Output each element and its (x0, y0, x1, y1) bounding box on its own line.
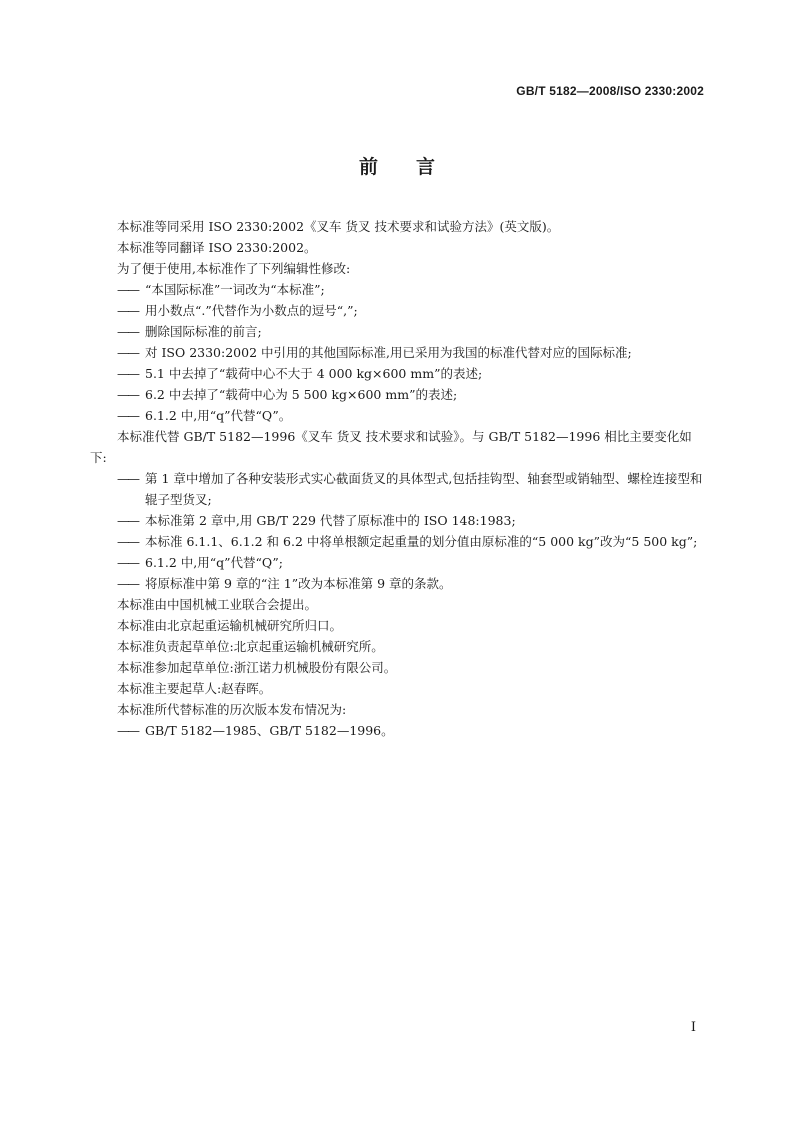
page-number: I (690, 1020, 696, 1035)
editorial-change-item (90, 279, 706, 300)
editorial-change-text: 用小数点“.”代替作为小数点的逗号“,”; (145, 303, 358, 318)
paragraph-edition-history: 本标准所代替标准的历次版本发布情况为: (117, 702, 347, 717)
main-change-text: 第 1 章中增加了各种安装形式实心截面货叉的具体型式,包括挂钩型、轴套型或销轴型、螺栓连接型和辊子型货叉; (145, 471, 703, 507)
page-title: 前言 (358, 156, 473, 178)
dash-mark: —— (117, 282, 138, 297)
paragraph-adoption: 本标准等同采用 ISO 2330:2002《叉车 货叉 技术要求和试验方法》(英文版)。 (117, 219, 560, 234)
dash-mark: —— (117, 303, 138, 318)
paragraph-editorial-intro: 为了便于使用,本标准作了下列编辑性修改: (117, 261, 351, 276)
editorial-change-text: 6.1.2 中,用“q”代替“Q”。 (145, 408, 292, 423)
paragraph-replacement: 本标准代替 GB/T 5182—1996《叉车 货叉 技术要求和试验》。与 GB/T 5182—1996 相比主要变化如下: (90, 429, 692, 465)
dash-mark: —— (117, 723, 138, 738)
previous-edition-text: GB/T 5182—1985、GB/T 5182—1996。 (145, 723, 394, 738)
dash-mark: —— (117, 387, 138, 402)
dash-mark: —— (117, 513, 138, 528)
paragraph-participating-unit: 本标准参加起草单位:浙江诺力机械股份有限公司。 (117, 660, 397, 675)
main-change-text: 本标准 6.1.1、6.1.2 和 6.2 中将单根额定起重量的划分值由原标准的“5 000 kg”改为“5 500 kg”; (145, 534, 698, 549)
editorial-change-item (90, 363, 706, 384)
editorial-change-text: 对 ISO 2330:2002 中引用的其他国际标准,用已采用为我国的标准代替对应的国际标准; (145, 345, 632, 360)
editorial-change-text: “本国际标准”一词改为“本标准”; (145, 282, 325, 297)
document-body (90, 216, 706, 741)
paragraph-centralized: 本标准由北京起重运输机械研究所归口。 (117, 618, 343, 633)
main-change-text: 将原标准中第 9 章的“注 1”改为本标准第 9 章的条款。 (145, 576, 452, 591)
paragraph-drafter: 本标准主要起草人:赵春晖。 (117, 681, 272, 696)
paragraph-translation: 本标准等同翻译 ISO 2330:2002。 (117, 240, 317, 255)
editorial-change-item (90, 321, 706, 342)
editorial-change-text: 删除国际标准的前言; (145, 324, 262, 339)
dash-mark: —— (117, 408, 138, 423)
paragraph-drafting-unit: 本标准负责起草单位:北京起重运输机械研究所。 (117, 639, 384, 654)
main-change-item (90, 573, 706, 594)
editorial-change-item (90, 405, 706, 426)
main-change-item (90, 531, 706, 552)
main-change-item (90, 552, 706, 573)
dash-mark: —— (117, 555, 138, 570)
main-change-item (90, 510, 706, 531)
dash-mark: —— (117, 366, 138, 381)
standard-code-header: GB/T 5182—2008/ISO 2330:2002 (516, 84, 704, 98)
dash-mark: —— (117, 534, 138, 549)
dash-mark: —— (117, 576, 138, 591)
editorial-change-item (90, 384, 706, 405)
editorial-change-item (90, 342, 706, 363)
dash-mark: —— (117, 471, 138, 486)
dash-mark: —— (117, 324, 138, 339)
main-change-text: 本标准第 2 章中,用 GB/T 229 代替了原标准中的 ISO 148:1983; (145, 513, 516, 528)
main-change-item (90, 468, 706, 510)
main-change-text: 6.1.2 中,用“q”代替“Q”; (145, 555, 284, 570)
dash-mark: —— (117, 345, 138, 360)
editorial-change-text: 5.1 中去掉了“载荷中心不大于 4 000 kg×600 mm”的表述; (145, 366, 483, 381)
paragraph-proposer: 本标准由中国机械工业联合会提出。 (117, 597, 318, 612)
editorial-change-text: 6.2 中去掉了“载荷中心为 5 500 kg×600 mm”的表述; (145, 387, 458, 402)
editorial-change-item (90, 300, 706, 321)
previous-edition-item (90, 720, 706, 741)
